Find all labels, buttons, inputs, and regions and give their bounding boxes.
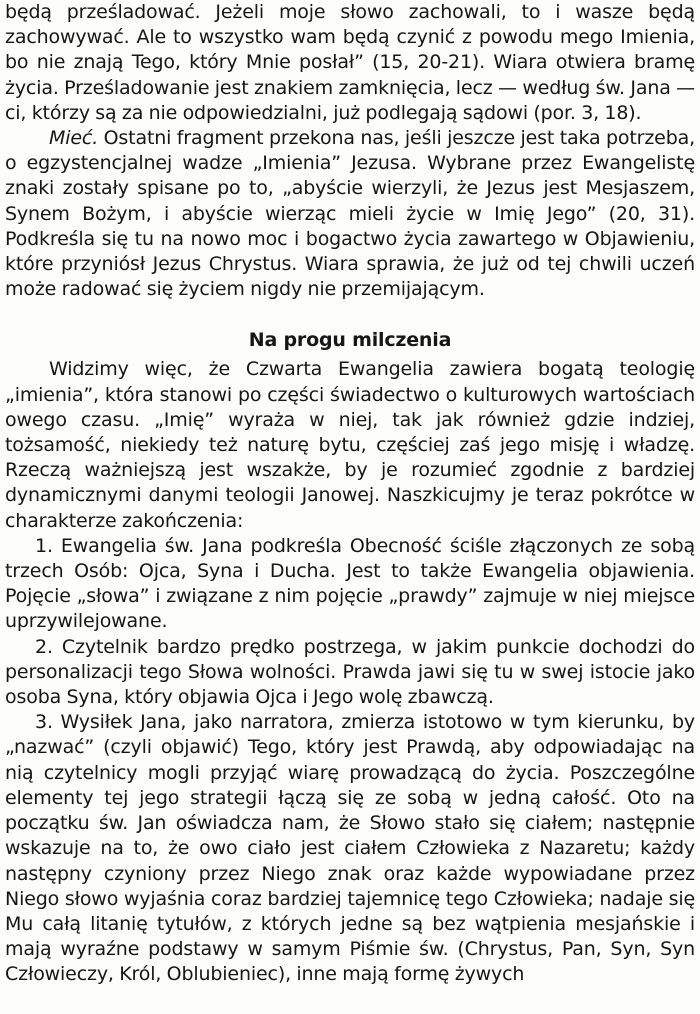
- top-text-block: [5, 0, 695, 302]
- paragraph-point-2: 2. Czytelnik bardzo prędko postrzega, w jakim punkcie dochodzi do personalizacji tego Słowa wolności. Prawda jawi się tu w swej istocie jako osoba Syna, który objawia Ojca i Jego wolę zbawczą.: [5, 635, 695, 709]
- section-heading: Na progu milczenia: [248, 329, 452, 352]
- paragraph-point-3: 3. Wysiłek Jana, jako narratora, zmierza istotowo w tym kierunku, by „nazwać” (czyli objawić) Tego, który jest Prawdą, aby odpowiadając na nią czytelnicy mogli przyjąć wiarę prowadzącą do życia. Poszczególne elementy tej jego strategii łączą się ze sobą w jedną całość. Oto na początku św. Jan oświadcza nam, że Słowo stało się ciałem; następnie wskazuje na to, że owo ciało jest ciałem Człowieka z Nazaretu; każdy następny czyniony przez Niego znak oraz każde wypowiadane przez Niego słowo wyjaśnia coraz bardziej tajemnicę tego Człowieka; nadaje się Mu całą litanię tytułów, z których jedne są bez wątpienia mesjańskie i mają wyraźne podstawy w samym Piśmie św. (Chrystus, Pan, Syn, Syn Człowieczy, Król, Oblubieniec), inne mają formę żywych: [5, 711, 695, 986]
- paragraph-intro: Widzimy więc, że Czwarta Ewangelia zawiera bogatą teologię „imienia”, która stanowi po części świadectwo o kulturowych wartościach owego czasu. „Imię” wyraża w niej, tak jak również gdzie indziej, tożsamość, niekiedy też naturę bytu, częściej zaś jego misję i władzę. Rzeczą ważniejszą jest wszakże, by je rozumieć zgodnie z bardziej dynamicznymi danymi teologii Janowej. Naszkicujmy je teraz pokrótce w charakterze zakończenia:: [5, 358, 695, 532]
- lead-word-miec: Mieć.: [49, 127, 99, 150]
- paragraph-miec-body: Ostatni fragment przekona nas, jeśli jeszcze jest taka potrzeba, o egzystencjalnej wadze „Imienia” Jezusa. Wybrane przez Ewangelistę znaki zostały spisane po to, „abyście wierzyli, że Jezus jest Mesjaszem, Synem Bożym, i abyście wierząc mieli życie w Imię Jego” (20, 31). Podkreśla się tu na nowo moc i bogactwo życia zawartego w Objawieniu, które przyniósł Jezus Chrystus. Wiara sprawia, że już od tej chwili uczeń może radować się życiem nigdy nie przemijającym.: [5, 127, 695, 301]
- paragraph-point-1: 1. Ewangelia św. Jana podkreśla Obecność ściśle złączonych ze sobą trzech Osób: Ojca, Syna i Ducha. Jest to także Ewangelia objawienia. Pojęcie „słowa” i związane z nim pojęcie „prawdy” zajmuje w niej miejsce uprzywilejowane.: [5, 534, 695, 633]
- paragraph-miec: [5, 126, 695, 302]
- paragraph-continuation: będą prześladować. Jeżeli moje słowo zachowali, to i wasze będą zachowywać. Ale to wszystko wam będą czynić z powodu mego Imienia, bo nie znają Tego, który Mnie posłał” (15, 20-21). Wiara otwiera bramę życia. Prześladowanie jest znakiem zamknięcia, lecz — według św. Jana — ci, którzy są za nie odpowiedzialni, już podlegają sądowi (por. 3, 18).: [5, 1, 695, 124]
- section-text-block: [5, 357, 695, 987]
